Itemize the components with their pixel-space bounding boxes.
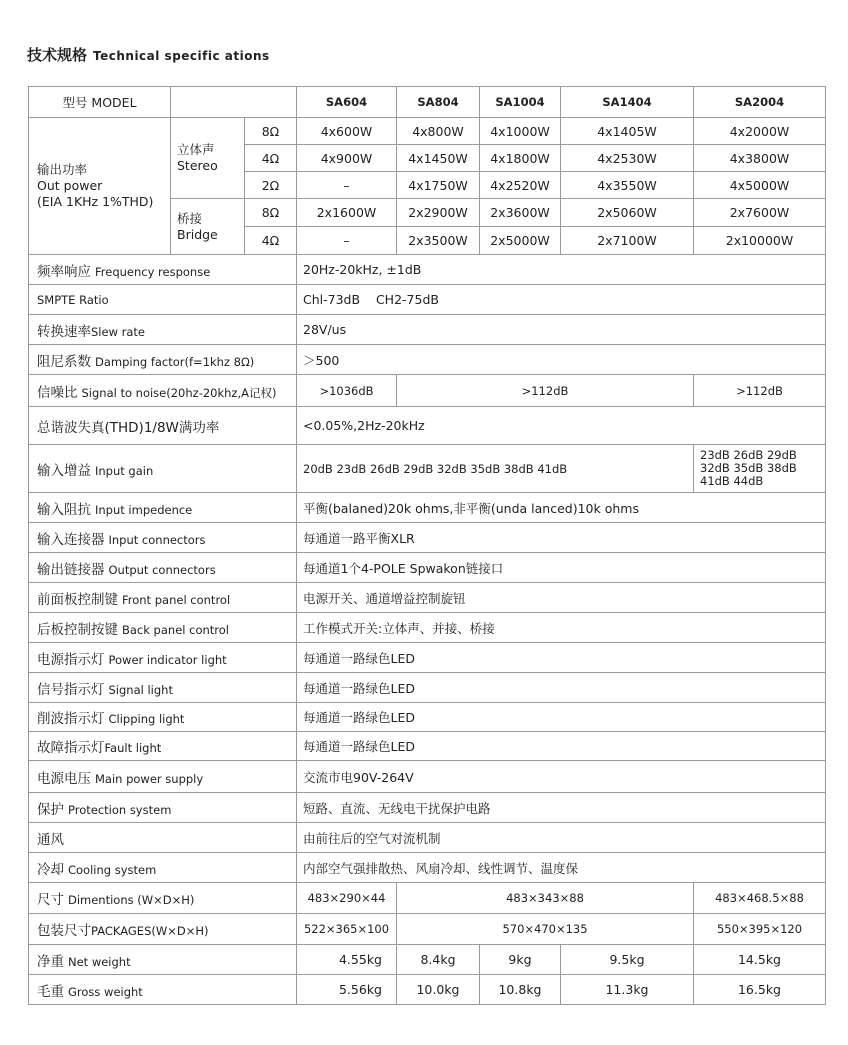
row-label: 输出链接器 Output connectors: [29, 553, 297, 583]
table-row: [29, 914, 826, 945]
table-row: [29, 315, 826, 345]
row-value: 每通道一路绿色LED: [297, 703, 826, 732]
impedance-value: 8Ω: [245, 118, 297, 145]
row-label: 输入增益 Input gain: [29, 445, 297, 493]
power-value: 2x7100W: [561, 227, 694, 255]
row-value: 9kg: [480, 945, 561, 975]
row-value: 平衡(balaned)20k ohms,非平衡(unda lanced)10k ohms: [297, 493, 826, 523]
row-label: 通风: [29, 823, 297, 853]
power-value: 4x2530W: [561, 145, 694, 172]
row-value: >1036dB: [297, 375, 397, 407]
table-row: [29, 345, 826, 375]
row-label: 信噪比 Signal to noise(20hz-20khz,A记权): [29, 375, 297, 407]
row-label: 冷却 Cooling system: [29, 853, 297, 883]
model-name: SA1404: [561, 87, 694, 118]
row-label: 频率响应 Frequency response: [29, 255, 297, 285]
table-row: [29, 553, 826, 583]
impedance-value: 2Ω: [245, 172, 297, 199]
power-value: –: [297, 227, 397, 255]
row-value: 20dB 23dB 26dB 29dB 32dB 35dB 38dB 41dB: [297, 445, 694, 493]
table-row: [29, 883, 826, 914]
title-en: Technical specific ations: [93, 49, 270, 63]
row-label: 阻尼系数 Damping factor(f=1khz 8Ω): [29, 345, 297, 375]
row-label: 故障指示灯Fault light: [29, 732, 297, 761]
row-label: 包装尺寸PACKAGES(W×D×H): [29, 914, 297, 945]
row-value: 9.5kg: [561, 945, 694, 975]
power-value: 4x800W: [397, 118, 480, 145]
row-label: 信号指示灯 Signal light: [29, 673, 297, 703]
table-row: [29, 975, 826, 1005]
row-value: 16.5kg: [694, 975, 826, 1005]
table-row: [29, 493, 826, 523]
row-label: 毛重 Gross weight: [29, 975, 297, 1005]
table-row: [29, 255, 826, 285]
row-value: 23dB 26dB 29dB 32dB 35dB 38dB 41dB 44dB: [694, 445, 826, 493]
power-value: 4x3550W: [561, 172, 694, 199]
table-row: [29, 523, 826, 553]
table-row: [29, 445, 826, 493]
row-value: <0.05%,2Hz-20kHz: [297, 407, 826, 445]
power-value: 2x3500W: [397, 227, 480, 255]
impedance-value: 4Ω: [245, 145, 297, 172]
row-label: 电源指示灯 Power indicator light: [29, 643, 297, 673]
power-value: 2x5060W: [561, 199, 694, 227]
row-value: 内部空气强排散热、风扇冷却、线性调节、温度保: [297, 853, 826, 883]
impedance-value: 8Ω: [245, 199, 297, 227]
model-name: SA604: [297, 87, 397, 118]
row-value: 11.3kg: [561, 975, 694, 1005]
row-value: 20Hz-20kHz, ±1dB: [297, 255, 826, 285]
power-value: 2x5000W: [480, 227, 561, 255]
row-value: 4.55kg: [297, 945, 397, 975]
table-row: [29, 375, 826, 407]
row-value: 由前往后的空气对流机制: [297, 823, 826, 853]
power-value: 4x2520W: [480, 172, 561, 199]
row-value: 每通道一路平衡XLR: [297, 523, 826, 553]
row-value: 483×468.5×88: [694, 883, 826, 914]
table-row: [29, 643, 826, 673]
row-value: 570×470×135: [397, 914, 694, 945]
row-value: 5.56kg: [297, 975, 397, 1005]
row-value: 8.4kg: [397, 945, 480, 975]
title-zh: 技术规格: [27, 46, 88, 64]
model-name: SA1004: [480, 87, 561, 118]
power-value: 2x10000W: [694, 227, 826, 255]
row-value: 14.5kg: [694, 945, 826, 975]
table-row: [29, 407, 826, 445]
stereo-label: 立体声 Stereo: [171, 118, 245, 199]
power-value: 2x1600W: [297, 199, 397, 227]
row-label: 总谐波失真(THD)1/8W满功率: [29, 407, 297, 445]
row-value: 550×395×120: [694, 914, 826, 945]
model-name: SA804: [397, 87, 480, 118]
power-value: 4x3800W: [694, 145, 826, 172]
row-label: 前面板控制键 Front panel control: [29, 583, 297, 613]
row-label: 净重 Net weight: [29, 945, 297, 975]
row-value: 10.8kg: [480, 975, 561, 1005]
power-value: 4x2000W: [694, 118, 826, 145]
power-value: 4x1000W: [480, 118, 561, 145]
row-value: 电源开关、通道增益控制旋钮: [297, 583, 826, 613]
table-row: [29, 945, 826, 975]
table-row: [29, 703, 826, 732]
row-label: 电源电压 Main power supply: [29, 761, 297, 793]
row-value: 每通道一路绿色LED: [297, 643, 826, 673]
power-value: 4x1450W: [397, 145, 480, 172]
table-row: [29, 732, 826, 761]
table-row-header: [29, 87, 826, 118]
row-value: 工作模式开关:立体声、并接、桥接: [297, 613, 826, 643]
power-value: 4x1405W: [561, 118, 694, 145]
row-value: >112dB: [694, 375, 826, 407]
impedance-value: 4Ω: [245, 227, 297, 255]
row-value: 交流市电90V-264V: [297, 761, 826, 793]
power-value: 4x5000W: [694, 172, 826, 199]
row-value: >112dB: [397, 375, 694, 407]
row-label: 输入连接器 Input connectors: [29, 523, 297, 553]
row-label: 尺寸 Dimentions (W×D×H): [29, 883, 297, 914]
row-value: 10.0kg: [397, 975, 480, 1005]
row-label: 转换速率Slew rate: [29, 315, 297, 345]
row-value: 每通道1个4-POLE Spwakon链接口: [297, 553, 826, 583]
spec-table: [28, 86, 826, 1005]
page-title: [27, 44, 270, 65]
power-value: 2x3600W: [480, 199, 561, 227]
table-row: [29, 613, 826, 643]
power-value: 4x1750W: [397, 172, 480, 199]
row-value: Chl-73dB CH2-75dB: [297, 285, 826, 315]
table-row: [29, 853, 826, 883]
bridge-label: 桥接 Bridge: [171, 199, 245, 255]
row-value: ＞500: [297, 345, 826, 375]
output-power-label: 输出功率 Out power (EIA 1KHz 1%THD): [29, 118, 171, 255]
table-row: [29, 761, 826, 793]
row-label: 保护 Protection system: [29, 793, 297, 823]
power-value: 2x7600W: [694, 199, 826, 227]
table-row: [29, 793, 826, 823]
row-label: 削波指示灯 Clipping light: [29, 703, 297, 732]
row-value: 每通道一路绿色LED: [297, 732, 826, 761]
row-value: 483×343×88: [397, 883, 694, 914]
row-value: 483×290×44: [297, 883, 397, 914]
table-row: [29, 285, 826, 315]
table-row: [29, 118, 826, 145]
table-row: [29, 823, 826, 853]
power-value: 4x600W: [297, 118, 397, 145]
model-label: 型号 MODEL: [29, 87, 171, 118]
row-value: 28V/us: [297, 315, 826, 345]
row-label: 后板控制按键 Back panel control: [29, 613, 297, 643]
power-value: 4x900W: [297, 145, 397, 172]
table-row: [29, 673, 826, 703]
model-name: SA2004: [694, 87, 826, 118]
row-value: 短路、直流、无线电干扰保护电路: [297, 793, 826, 823]
row-value: 每通道一路绿色LED: [297, 673, 826, 703]
row-label: 输入阻抗 Input impedence: [29, 493, 297, 523]
power-value: –: [297, 172, 397, 199]
row-label: SMPTE Ratio: [29, 285, 297, 315]
row-value: 522×365×100: [297, 914, 397, 945]
power-value: 4x1800W: [480, 145, 561, 172]
power-value: 2x2900W: [397, 199, 480, 227]
table-row: [29, 583, 826, 613]
